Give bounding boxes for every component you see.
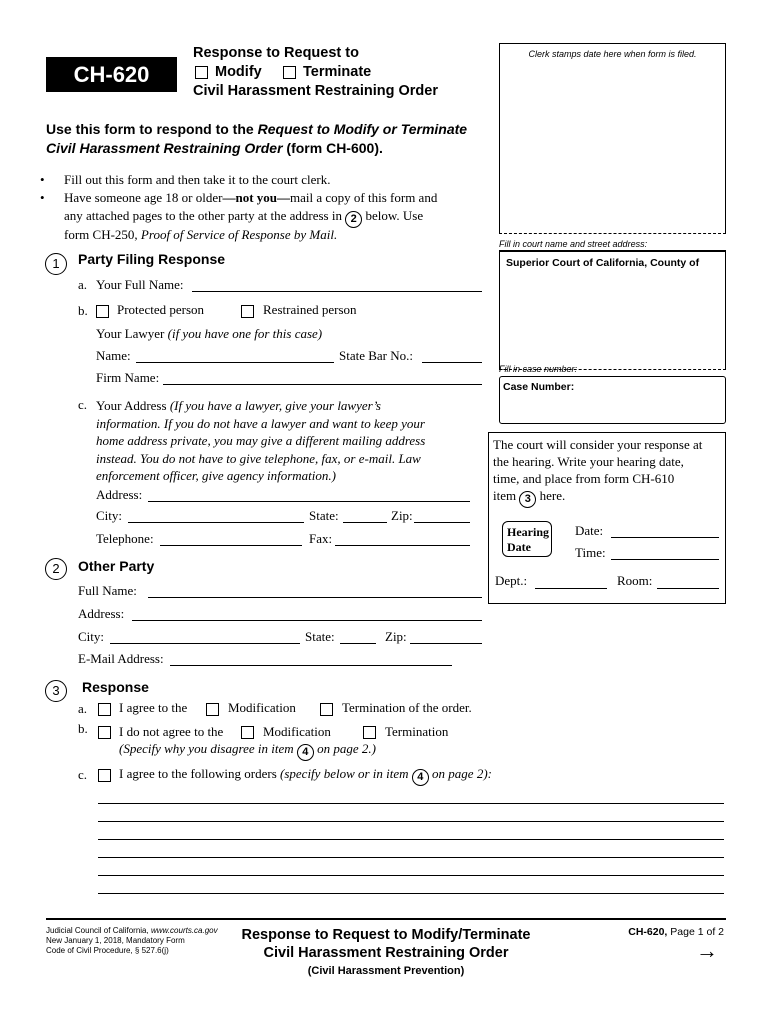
hearing-time-label: Time:: [575, 545, 606, 560]
s1-address-instructions: Your Address (If you have a lawyer, give your lawyer’s information. If you do not have a lawyer and want to keep your home address private, you may give a different mailing address instead. You do not have to give telephone, fax, or e-mail. Law enforcement officer, give agency information.): [96, 398, 426, 483]
hearing-text-4: item 3 here.: [493, 487, 725, 506]
s3-b-marker: b.: [78, 721, 88, 736]
s2-state-label: State:: [305, 629, 335, 644]
s1-full-name-field[interactable]: [192, 291, 482, 292]
form-id-badge: CH-620: [46, 57, 177, 92]
s1-telephone-label: Telephone:: [96, 531, 154, 546]
agree-following-label: I agree to the following orders (specify below or in item 4 on page 2):: [119, 766, 492, 784]
s2-email-field[interactable]: [170, 665, 452, 666]
hearing-dept-field[interactable]: [535, 588, 607, 589]
hearing-date-label: Date:: [575, 523, 604, 538]
footer-page: CH-620, Page 1 of 2: [628, 926, 724, 938]
s2-full-name-label: Full Name:: [78, 583, 137, 598]
bullet-2-b: mail a copy of this form and: [290, 190, 438, 205]
s2-address-field[interactable]: [132, 620, 482, 621]
case-number-box[interactable]: [499, 376, 726, 424]
s1-city-label: City:: [96, 508, 123, 523]
court-name-label: Fill in court name and street address:: [499, 239, 648, 249]
footer-rule: [46, 918, 726, 920]
s1-state-bar-field[interactable]: [422, 362, 482, 363]
s1-zip-field[interactable]: [414, 522, 470, 523]
s1-b-marker: b.: [78, 303, 88, 318]
section-1-number: 1: [45, 253, 67, 275]
s1-firm-label: Firm Name:: [96, 370, 160, 385]
s2-email-label: E-Mail Address:: [78, 651, 164, 666]
intro-italic: Request to Modify or Terminate Civil Harassment Restraining Order: [46, 121, 468, 156]
case-number-label: Fill in case number:: [499, 364, 578, 374]
orders-line-2[interactable]: [98, 821, 724, 822]
hearing-room-field[interactable]: [657, 588, 719, 589]
title-line1: Response to Request to: [193, 45, 359, 61]
bullet-2-a: Have someone age 18 or older: [64, 190, 223, 205]
hearing-dept-label: Dept.:: [495, 573, 528, 588]
s2-full-name-field[interactable]: [148, 597, 482, 598]
bullet-2-d: below. Use: [365, 208, 424, 223]
intro-part2: (form CH-600).: [282, 140, 383, 156]
hearing-badge-line2: Date: [507, 540, 531, 554]
s1-state-label: State:: [309, 508, 339, 523]
orders-line-1[interactable]: [98, 803, 724, 804]
modify-title-label: Modify: [215, 64, 262, 80]
s1-lawyer-label: Your Lawyer (if you have one for this case): [96, 326, 323, 341]
bullet-1: [32, 171, 472, 189]
bullet-2-bold: —not you—: [222, 190, 291, 205]
terminate-title-checkbox[interactable]: [283, 66, 296, 79]
instruction-bullets: [32, 171, 472, 244]
s1-firm-field[interactable]: [163, 384, 482, 385]
s2-zip-field[interactable]: [410, 643, 482, 644]
footer-left: Judicial Council of California, www.courts.ca.gov New January 1, 2018, Mandatory Form Code of Civil Procedure, § 527.6(j): [46, 926, 218, 955]
clerk-stamp-box: [499, 43, 726, 234]
agree-termination-label: Termination of the order.: [342, 700, 472, 715]
s1-fax-field[interactable]: [335, 545, 470, 546]
bullet-2-e: form CH-250,: [64, 227, 141, 242]
form-title: [193, 44, 483, 101]
s1-full-name-label: Your Full Name:: [96, 277, 184, 292]
section-3-title: Response: [82, 679, 149, 695]
s1-c-marker: c.: [78, 397, 88, 412]
s3-c-marker: c.: [78, 767, 88, 782]
title-line2: [193, 63, 483, 82]
bullet-2-italic: Proof of Service of Response by Mail.: [140, 227, 338, 242]
section-1-title: Party Filing Response: [78, 251, 226, 267]
bullet-2: [32, 189, 472, 244]
disagree-checkbox[interactable]: [98, 726, 111, 739]
footer-title: Response to Request to Modify/Terminate Civil Harassment Restraining Order (Civil Harassment Prevention): [241, 927, 531, 977]
item-4-ref-c: 4: [412, 769, 429, 786]
clerk-stamp-label: Clerk stamps date here when form is filed.: [528, 49, 697, 59]
restrained-person-label: Restrained person: [263, 302, 357, 317]
hearing-text-3: time, and place from form CH-610: [493, 471, 675, 486]
disagree-termination-checkbox[interactable]: [363, 726, 376, 739]
hearing-date-field[interactable]: [611, 537, 719, 538]
disagree-termination-label: Termination: [385, 724, 449, 739]
case-number-text: Case Number:: [503, 381, 575, 393]
court-name-text: Superior Court of California, County of: [506, 257, 700, 269]
bullet-dot: •: [40, 190, 45, 205]
s1-zip-label: Zip:: [391, 508, 413, 523]
hearing-room-label: Room:: [617, 573, 653, 588]
hearing-text-1: The court will consider your response at: [493, 437, 703, 452]
orders-line-4[interactable]: [98, 857, 724, 858]
hearing-text: [493, 436, 725, 506]
hearing-box: [488, 432, 726, 604]
section-2-title: Other Party: [78, 558, 155, 574]
next-page-arrow-icon: →: [696, 938, 718, 963]
agree-modification-checkbox[interactable]: [206, 703, 219, 716]
protected-person-label: Protected person: [117, 302, 205, 317]
s1-state-bar-label: State Bar No.:: [339, 348, 414, 363]
terminate-title-label: Terminate: [303, 64, 372, 80]
bullet-2-c: any attached pages to the other party at the address in: [64, 208, 342, 223]
s2-zip-label: Zip:: [385, 629, 407, 644]
s2-address-label: Address:: [78, 606, 125, 621]
s1-fax-label: Fax:: [309, 531, 333, 546]
section-3-number: 3: [45, 680, 67, 702]
section-2-number: 2: [45, 558, 67, 580]
disagree-modification-label: Modification: [263, 724, 331, 739]
protected-person-checkbox[interactable]: [96, 305, 109, 318]
court-name-box[interactable]: [499, 250, 726, 370]
hearing-time-field[interactable]: [611, 559, 719, 560]
s1-address-field[interactable]: [148, 501, 470, 502]
agree-label: I agree to the: [119, 700, 188, 715]
title-line3: Civil Harassment Restraining Order: [193, 83, 438, 99]
bullet-1-text: Fill out this form and then take it to the court clerk.: [64, 172, 331, 187]
item-2-ref: 2: [345, 211, 362, 228]
agree-following-checkbox[interactable]: [98, 769, 111, 782]
intro-text: [46, 120, 496, 158]
s2-city-field[interactable]: [110, 643, 300, 644]
s1-lawyer-name-label: Name:: [96, 348, 131, 363]
intro-part1: Use this form to respond to the: [46, 121, 258, 137]
s1-state-field[interactable]: [343, 522, 387, 523]
s1-telephone-field[interactable]: [160, 545, 302, 546]
modify-title-checkbox[interactable]: [195, 66, 208, 79]
orders-line-6[interactable]: [98, 893, 724, 894]
orders-line-5[interactable]: [98, 875, 724, 876]
s3-b-specify: (Specify why you disagree in item 4 on page 2.): [119, 741, 376, 759]
hearing-badge-line1: Hearing: [507, 525, 549, 539]
hearing-text-2: the hearing. Write your hearing date,: [493, 454, 684, 469]
s1-city-field[interactable]: [128, 522, 304, 523]
item-3-ref: 3: [519, 491, 536, 508]
item-4-ref: 4: [297, 744, 314, 761]
s1-lawyer-name-field[interactable]: [136, 362, 334, 363]
orders-line-3[interactable]: [98, 839, 724, 840]
s2-city-label: City:: [78, 629, 105, 644]
agree-checkbox[interactable]: [98, 703, 111, 716]
restrained-person-checkbox[interactable]: [241, 305, 254, 318]
disagree-label: I do not agree to the: [119, 724, 224, 739]
bullet-dot: •: [40, 172, 45, 187]
hearing-date-badge: [502, 521, 552, 557]
s1-address-label: Address:: [96, 487, 143, 502]
disagree-modification-checkbox[interactable]: [241, 726, 254, 739]
s3-a-marker: a.: [78, 701, 88, 716]
agree-termination-checkbox[interactable]: [320, 703, 333, 716]
agree-modification-label: Modification: [228, 700, 296, 715]
s2-state-field[interactable]: [340, 643, 376, 644]
s1-a-marker: a.: [78, 277, 88, 292]
